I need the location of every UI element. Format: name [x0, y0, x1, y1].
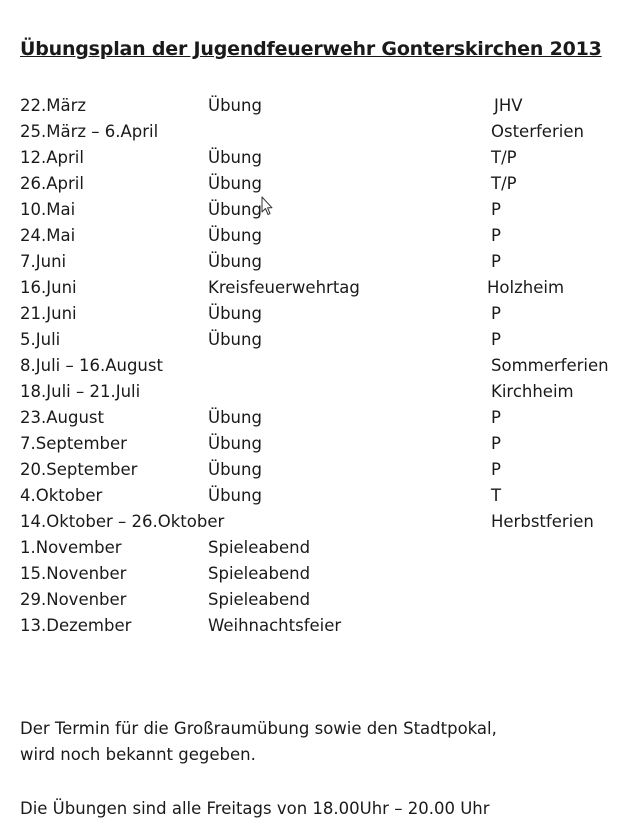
- schedule-date: 22.März: [20, 96, 87, 115]
- schedule-note: T: [491, 486, 502, 505]
- schedule-row: [0, 301, 638, 327]
- schedule-date: 26.April: [20, 174, 84, 193]
- schedule-row: [0, 171, 638, 197]
- schedule-event: Übung: [208, 252, 262, 271]
- schedule-row: [0, 457, 638, 483]
- schedule-event: Übung: [208, 226, 262, 245]
- schedule-note: Kirchheim: [491, 382, 574, 401]
- schedule-note: P: [491, 252, 501, 271]
- schedule-row: [0, 93, 638, 119]
- schedule-row: [0, 197, 638, 223]
- schedule-date: 24.Mai: [20, 226, 76, 245]
- schedule-note: P: [491, 304, 501, 323]
- schedule-row: [0, 483, 638, 509]
- schedule-event: Übung: [208, 304, 262, 323]
- schedule-event: Spieleabend: [208, 538, 311, 557]
- schedule-date: 25.März – 6.April: [20, 122, 159, 141]
- schedule-note: P: [491, 408, 501, 427]
- schedule-note: JHV: [494, 96, 523, 115]
- schedule-event: Übung: [208, 460, 262, 479]
- schedule-note: P: [491, 434, 501, 453]
- schedule-note: T/P: [491, 148, 517, 167]
- schedule-note: Osterferien: [491, 122, 584, 141]
- schedule-date: 7.September: [20, 434, 127, 453]
- schedule-date: 21.Juni: [20, 304, 77, 323]
- schedule-row: [0, 431, 638, 457]
- schedule-table: [0, 93, 638, 639]
- schedule-date: 16.Juni: [20, 278, 77, 297]
- schedule-event: Übung: [208, 486, 262, 505]
- schedule-event: Übung: [208, 96, 262, 115]
- schedule-event: Übung: [208, 434, 262, 453]
- schedule-event: Spieleabend: [208, 564, 311, 583]
- schedule-row: [0, 587, 638, 613]
- announcement-line-1: Der Termin für die Großraumübung sowie den Stadtpokal,: [20, 719, 497, 738]
- schedule-date: 10.Mai: [20, 200, 76, 219]
- schedule-date: 4.Oktober: [20, 486, 103, 505]
- schedule-note: P: [491, 200, 501, 219]
- schedule-date: 20.September: [20, 460, 138, 479]
- schedule-date: 13.Dezember: [20, 616, 132, 635]
- schedule-date: 18.Juli – 21.Juli: [20, 382, 141, 401]
- schedule-event: Spieleabend: [208, 590, 311, 609]
- schedule-row: [0, 535, 638, 561]
- page-title: Übungsplan der Jugendfeuerwehr Gonterskirchen 2013: [20, 38, 602, 60]
- schedule-row: [0, 509, 638, 535]
- schedule-note: P: [491, 226, 501, 245]
- schedule-date: 1.November: [20, 538, 122, 557]
- schedule-row: [0, 379, 638, 405]
- schedule-row: [0, 561, 638, 587]
- schedule-row: [0, 405, 638, 431]
- schedule-row: [0, 249, 638, 275]
- schedule-date: 7.Juni: [20, 252, 67, 271]
- schedule-note: Herbstferien: [491, 512, 594, 531]
- schedule-row: [0, 119, 638, 145]
- schedule-row: [0, 145, 638, 171]
- schedule-row: [0, 327, 638, 353]
- schedule-event: Übung: [208, 200, 262, 219]
- schedule-date: 29.Novenber: [20, 590, 127, 609]
- schedule-event: Kreisfeuerwehrtag: [208, 278, 360, 297]
- schedule-note: Holzheim: [487, 278, 565, 297]
- schedule-note: P: [491, 330, 501, 349]
- schedule-date: 5.Juli: [20, 330, 61, 349]
- schedule-date: 14.Oktober – 26.Oktober: [20, 512, 225, 531]
- schedule-date: 8.Juli – 16.August: [20, 356, 163, 375]
- schedule-date: 15.Novenber: [20, 564, 127, 583]
- schedule-row: [0, 223, 638, 249]
- mouse-pointer-icon: [261, 196, 273, 216]
- schedule-date: 12.April: [20, 148, 84, 167]
- schedule-note: Sommerferien: [491, 356, 609, 375]
- schedule-event: Übung: [208, 174, 262, 193]
- schedule-note: T/P: [491, 174, 517, 193]
- schedule-event: Übung: [208, 408, 262, 427]
- schedule-event: Weihnachtsfeier: [208, 616, 342, 635]
- schedule-row: [0, 613, 638, 639]
- schedule-event: Übung: [208, 148, 262, 167]
- practice-time-note: Die Übungen sind alle Freitags von 18.00Uhr – 20.00 Uhr: [20, 799, 490, 818]
- announcement-line-2: wird noch bekannt gegeben.: [20, 745, 256, 764]
- schedule-event: Übung: [208, 330, 262, 349]
- schedule-date: 23.August: [20, 408, 104, 427]
- schedule-note: P: [491, 460, 501, 479]
- schedule-row: [0, 275, 638, 301]
- schedule-row: [0, 353, 638, 379]
